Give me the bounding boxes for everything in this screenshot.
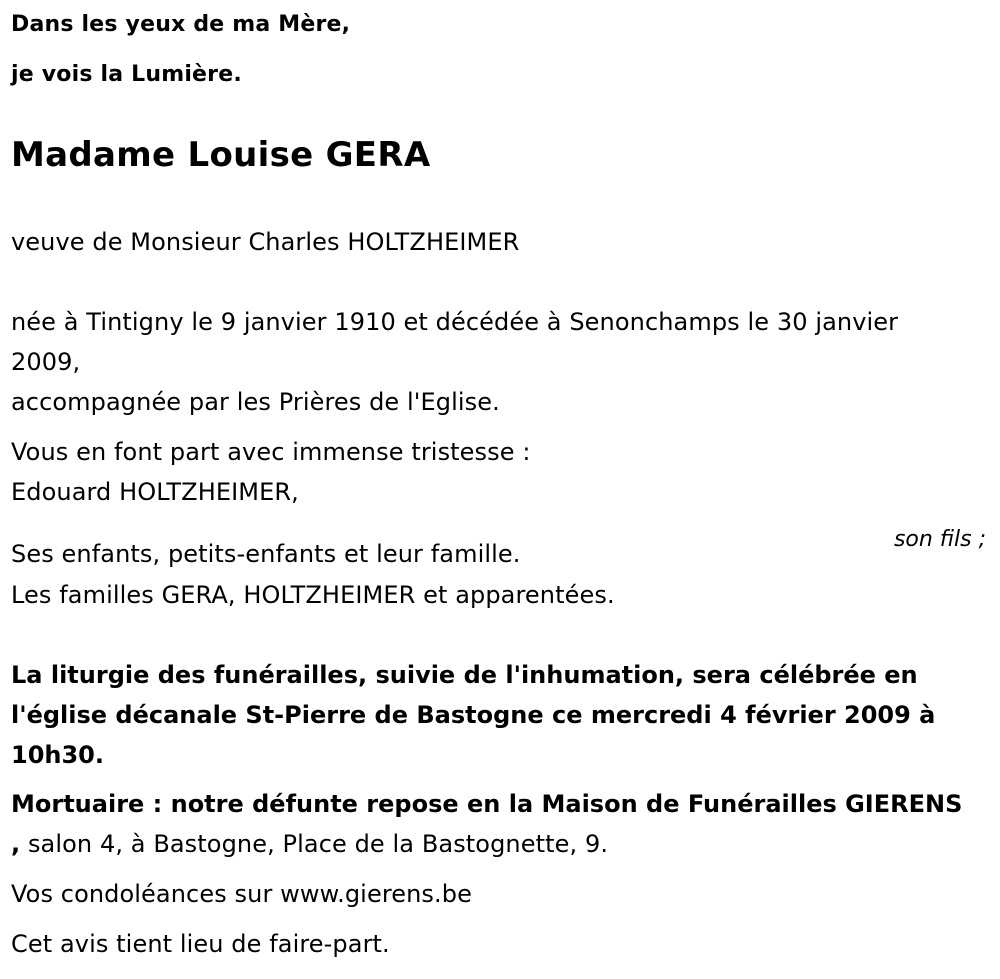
birth-death-line-2: 2009,: [11, 348, 81, 376]
deceased-name: Madame Louise GERA: [11, 135, 431, 175]
funeral-line-1: La liturgie des funérailles, suivie de l'inhumation, sera célébrée en: [11, 661, 918, 689]
epigraph-line-2: je vois la Lumière.: [11, 62, 242, 87]
condolences-line: Vos condoléances sur www.gierens.be: [11, 880, 472, 908]
children-line: Ses enfants, petits-enfants et leur famille.: [11, 540, 521, 568]
family-intro: Vous en font part avec immense tristesse :: [11, 438, 531, 466]
funeral-line-2: l'église décanale St-Pierre de Bastogne ce mercredi 4 février 2009 à: [11, 701, 936, 729]
son-relation: son fils ;: [893, 527, 986, 552]
widow-of-line: veuve de Monsieur Charles HOLTZHEIMER: [11, 228, 520, 256]
families-line: Les familles GERA, HOLTZHEIMER et apparentées.: [11, 581, 615, 609]
accompanied-line: accompagnée par les Prières de l'Eglise.: [11, 388, 500, 416]
mortuary-comma: ,: [11, 830, 21, 858]
epigraph-line-1: Dans les yeux de ma Mère,: [11, 12, 351, 37]
notice-line: Cet avis tient lieu de faire-part.: [11, 930, 390, 958]
mortuary-address: salon 4, à Bastogne, Place de la Bastognette, 9.: [20, 830, 609, 858]
mortuary-line-1: Mortuaire : notre défunte repose en la Maison de Funérailles GIERENS: [11, 790, 963, 818]
son-name: Edouard HOLTZHEIMER,: [11, 478, 299, 506]
funeral-line-3: 10h30.: [11, 741, 104, 769]
mortuary-line-2: [11, 830, 608, 858]
birth-death-line-1: née à Tintigny le 9 janvier 1910 et décédée à Senonchamps le 30 janvier: [11, 308, 899, 336]
